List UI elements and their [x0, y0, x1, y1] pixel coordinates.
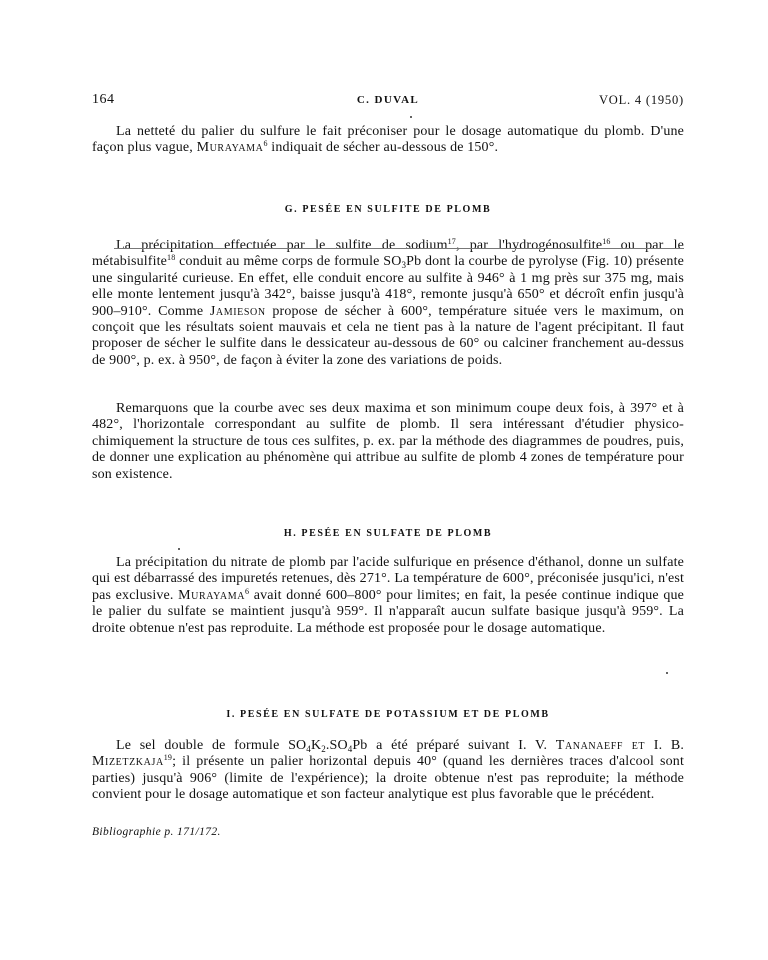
section-heading-i: I. PESÉE EN SULFATE DE POTASSIUM ET DE PLOMB — [226, 709, 550, 720]
reference-marker: 6 — [263, 139, 268, 149]
author-name: Jamieson — [209, 303, 266, 319]
author-name: Tananaeff — [555, 738, 624, 753]
scan-speck — [410, 116, 412, 118]
section-h-paragraph-1: La précipitation du nitrate de plomb par l'acide sulfurique en présence d'éthanol, donne un sulfate qui est débarrassé des impuretés retenues, dès 271°. La température de 600°, préconisée jusqu'ici, n'est pas exclusive. Murayama$^6$ avait donné 600–800° pour limites; en fait, la pesée continue indique que le palier du sulfate se maintient jusqu'à 959°. Il n'apparaît aucun sulfate basique jusqu'à 959°. La droite obtenue n'est pas reproduite. La méthode est proposée pour le dosage automatique. — [92, 555, 684, 636]
bibliography-reference: Bibliographie p. 171/172. — [92, 826, 221, 838]
scan-speck — [666, 672, 668, 674]
section-g-paragraph-1: La précipitation effectuée par le sulfite de sodium$^{17}$, par l'hydrogénosulfite$^{16}$ ou par le métabisulfite$^{18}$ conduit au même corps de formule $SO_3Pb$ dont la courbe de pyrolyse (Fig. 10) présente une singularité curieuse. En effet, elle conduit encore au sulfite à 946° à 1 mg près sur 375 mg, mais elle monte lentement jusqu'à 342°, baisse jusqu'à 418°, remonte jusqu'à 650° et décroît enfin jusqu'à 900–910°. Comme Jamieson propose de sécher à 600°, température située vers le maximum, on conçoit que les résultats soient mauvais et cela ne tient pas à la nature de l'agent précipitant. Il faut proposer de sécher le sulfite dans le dessicateur au-dessous de 60° ou calciner franchement au-dessus de 900°, p. ex. à 950°, de façon à éviter la zone des variations de poids. — [92, 237, 684, 368]
scan-speck — [178, 548, 180, 550]
author-name: Murayama — [178, 587, 246, 603]
intro-paragraph: La netteté du palier du sulfure le fait préconiser pour le dosage automatique du plomb. D'une façon plus vague, Murayama$^6$ indiquait de sécher au-dessous de 150°. — [92, 124, 684, 156]
volume-label: VOL. 4 (1950) — [598, 93, 684, 107]
section-g-paragraph-2: Remarquons que la courbe avec ses deux maxima et son minimum coupe deux fois, à 397° et à 482°, l'horizontale correspondant au sulfite de plomb. Il sera intéressant d'étudier physico-chimiquement la structure de tous ces sulfites, p. ex. par la méthode des diagrammes de poudres, puis, de donner une explication au phénomène qui attribue au sulfite de plomb 4 zones de température pour son existence. — [92, 401, 684, 482]
section-heading-h: H. PESÉE EN SULFATE DE PLOMB — [283, 528, 493, 539]
section-i-paragraph-1: Le sel double de formule $SO_4K_2.SO_4Pb$ a été préparé suivant I. V. Tananaeff et I. B. Mizetzkaja$^{19}$; il présente un palier horizontal depuis 40° (quand les dernières traces d'alcool sont parties) jusqu'à 906° (limite de l'expérience); la droite obtenue n'est pas reproduite; la méthode convient pour le dosage automatique et son facteur analytique est plus favorable que le précédent. — [92, 738, 684, 803]
page-number: 164 — [92, 92, 115, 107]
running-author: C. DUVAL — [356, 94, 420, 106]
running-header — [92, 92, 684, 110]
author-name: Mizetzkaja — [92, 754, 164, 770]
section-heading-g: G. PESÉE EN SULFITE DE PLOMB — [284, 204, 492, 215]
author-name: Murayama — [196, 140, 264, 156]
scan-artifact-line — [114, 248, 684, 249]
